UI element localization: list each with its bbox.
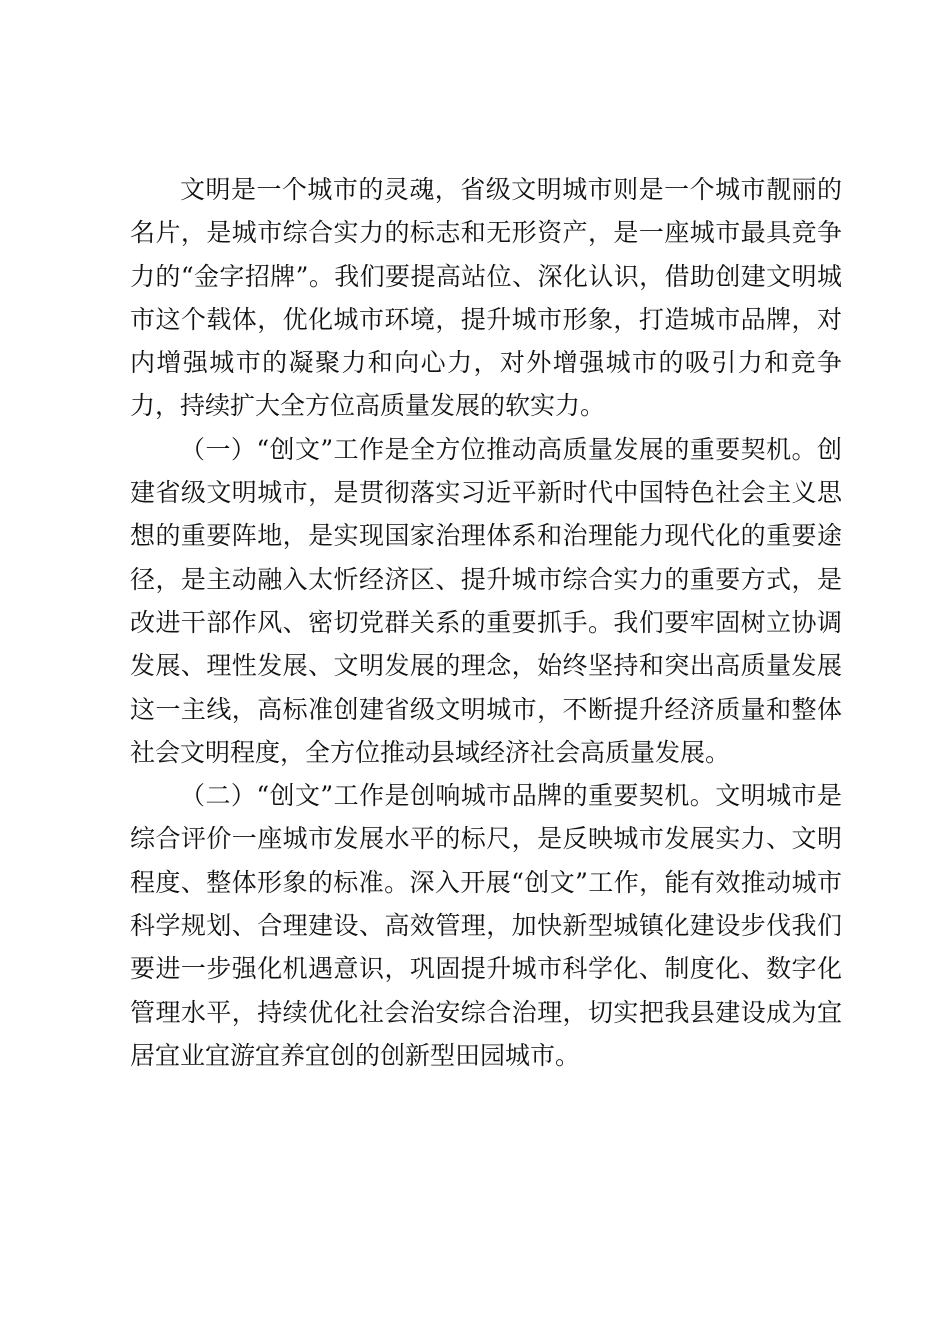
paragraph-intro [130, 168, 842, 428]
paragraph-point-1 [130, 428, 842, 774]
paragraph-point-2-text: 文明城市是综合评价一座城市发展水平的标尺，是反映城市发展实力、文明程度、整体形象的标准。深入开展“创文”工作，能有效推动城市科学规划、合理建设、高效管理，加快新型城镇化建设步伐我们要进一步强化机遇意识，巩固提升城市科学化、制度化、数字化管理水平，持续优化社会治安综合治理，切实把我县建设成为宜居宜业宜游宜养宜创的创新型田园城市。 [130, 781, 842, 1070]
paragraph-point-1-text: 创建省级文明城市，是贯彻落实习近平新时代中国特色社会主义思想的重要阵地，是实现国家治理体系和治理能力现代化的重要途径，是主动融入太忻经济区、提升城市综合实力的重要方式，是改进干部作风、密切党群关系的重要抓手。我们要牢固树立协调发展、理性发展、文明发展的理念，始终坚持和突出高质量发展这一主线，高标准创建省级文明城市，不断提升经济质量和整体社会文明程度，全方位推动县域经济社会高质量发展。 [130, 434, 842, 767]
paragraph-intro-text: 文明是一个城市的灵魂，省级文明城市则是一个城市靓丽的名片，是城市综合实力的标志和无形资产，是一座城市最具竞争力的“金字招牌”。我们要提高站位、深化认识，借助创建文明城市这个载体，优化城市环境，提升城市形象，打造城市品牌，对内增强城市的凝聚力和向心力，对外增强城市的吸引力和竞争力，持续扩大全方位高质量发展的软实力。 [130, 175, 842, 421]
paragraph-point-1-heading: （一）“创文”工作是全方位推动高质量发展的重要契机。 [180, 434, 817, 464]
document-body [130, 168, 842, 1077]
paragraph-point-2 [130, 774, 842, 1077]
paragraph-point-2-heading: （二）“创文”工作是创响城市品牌的重要契机。 [180, 781, 716, 811]
